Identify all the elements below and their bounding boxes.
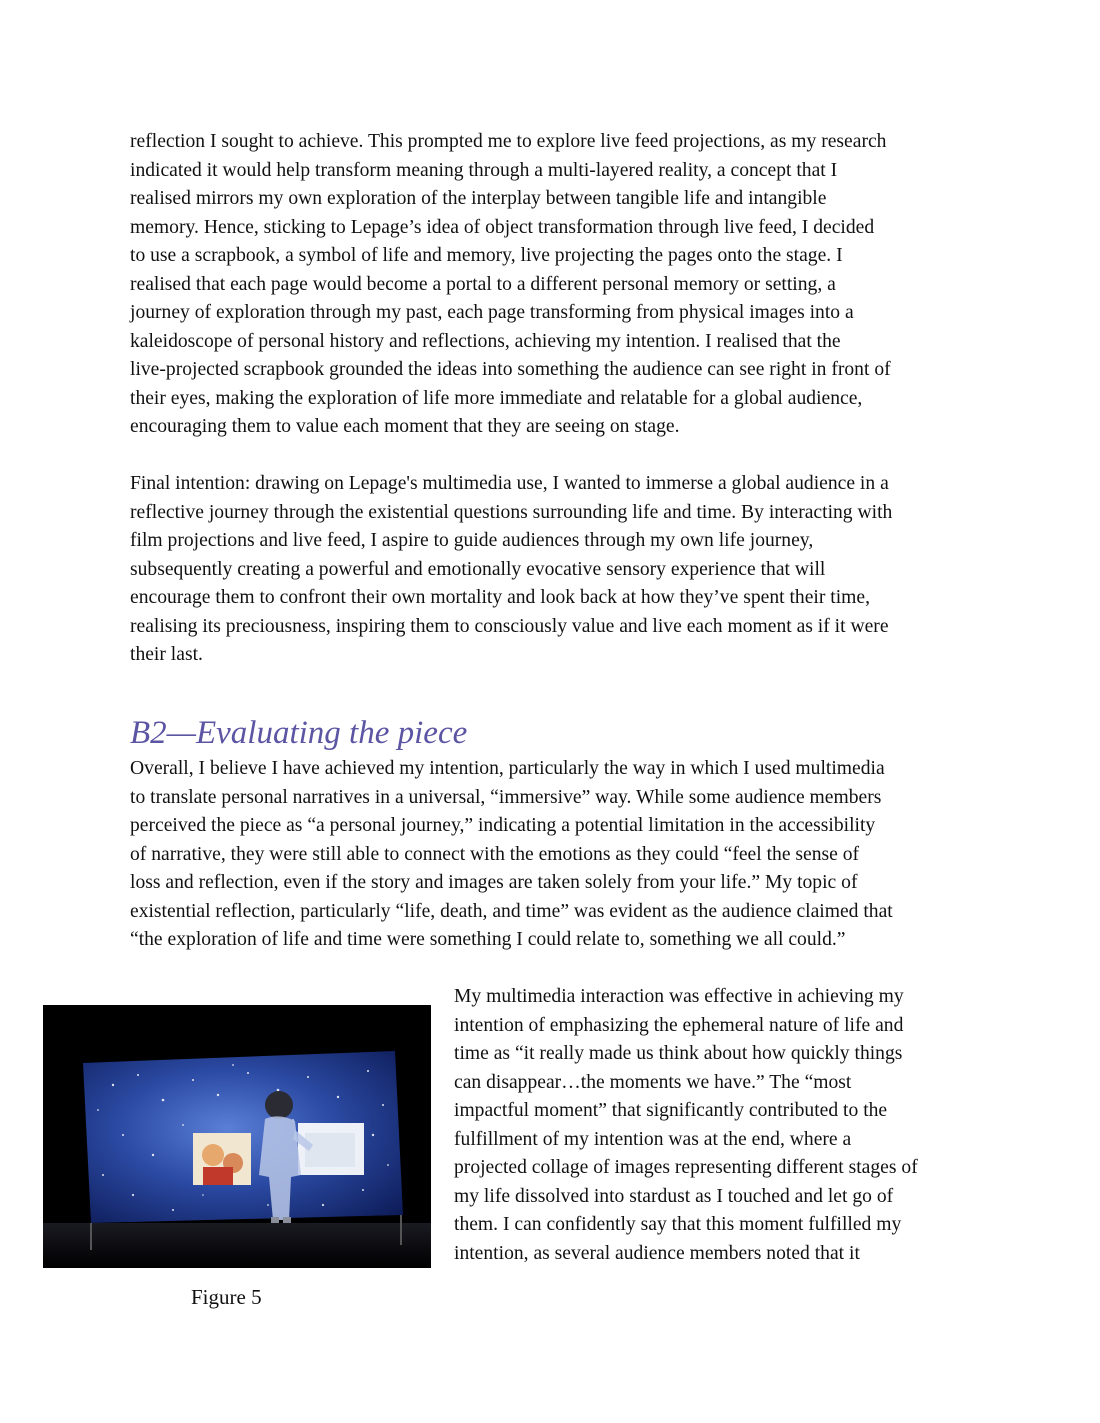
text-line: to translate personal narratives in a universal, “immersive” way. While some audience members: [130, 786, 882, 808]
text-line: to use a scrapbook, a symbol of life and memory, live projecting the pages onto the stage. I: [130, 245, 843, 266]
text-line: reflection I sought to achieve. This prompted me to explore live feed projections, as my research: [130, 131, 887, 152]
text-line: impactful moment” that significantly contributed to the: [454, 1100, 888, 1121]
text-line: reflective journey through the existential questions surrounding life and time. By interacting with: [130, 501, 893, 523]
text-line: Overall, I believe I have achieved my intention, particularly the way in which I used multimedia: [130, 758, 885, 779]
figure-5-photo: [43, 1005, 431, 1268]
text-line: intention, as several audience members noted that it: [454, 1242, 860, 1264]
section-heading: B2—Evaluating the piece: [130, 715, 468, 751]
text-line: Final intention: drawing on Lepage's multimedia use, I wanted to immerse a global audience in a: [130, 473, 889, 494]
text-line: film projections and live feed, I aspire to guide audiences through my own life journey,: [130, 530, 814, 551]
paragraph-evaluation: [130, 755, 893, 955]
text-line: time as “it really made us think about how quickly things: [454, 1043, 903, 1064]
text-line: their last.: [130, 644, 203, 665]
text-line: memory. Hence, sticking to Lepage’s idea of object transformation through live feed, I decided: [130, 216, 875, 238]
text-line: fulfillment of my intention was at the end, where a: [454, 1128, 852, 1150]
text-line: intention of emphasizing the ephemeral nature of life and: [454, 1014, 904, 1036]
stage-projection-image: [43, 1005, 431, 1268]
text-line: encouraging them to value each moment that they are seeing on stage.: [130, 416, 680, 437]
text-line: can disappear…the moments we have.” The “most: [454, 1071, 852, 1093]
text-line: perceived the piece as “a personal journey,” indicating a potential limitation in the accessibility: [130, 815, 876, 836]
text-line: realised that each page would become a portal to a different personal memory or setting, a: [130, 273, 836, 295]
text-line: existential reflection, particularly “life, death, and time” was evident as the audience claimed that: [130, 900, 893, 922]
text-line: “the exploration of life and time were something I could relate to, something we all could.”: [130, 929, 846, 950]
paragraph-final-intention: [130, 470, 892, 670]
text-line: loss and reflection, even if the story and images are taken solely from your life.” My topic of: [130, 872, 858, 893]
text-line: subsequently creating a powerful and emotionally evocative sensory experience that will: [130, 558, 826, 580]
paragraph-scrapbook-projection: [130, 128, 891, 442]
text-line: indicated it would help transform meaning through a multi-layered reality, a concept that I: [130, 159, 838, 181]
text-line: My multimedia interaction was effective in achieving my: [454, 986, 904, 1007]
text-line: their eyes, making the exploration of life more immediate and relatable for a global audience,: [130, 387, 863, 409]
paragraph-multimedia-interaction: [454, 983, 918, 1268]
text-line: realising its preciousness, inspiring them to consciously value and live each moment as if it were: [130, 615, 889, 637]
text-line: live-projected scrapbook grounded the ideas into something the audience can see right in front of: [130, 359, 891, 380]
text-line: encourage them to confront their own mortality and look back at how they’ve spent their time,: [130, 587, 870, 608]
text-line: of narrative, they were still able to connect with the emotions as they could “feel the sense of: [130, 843, 860, 865]
text-line: projected collage of images representing different stages of: [454, 1157, 918, 1178]
text-line: realised mirrors my own exploration of the interplay between tangible life and intangible: [130, 188, 827, 209]
text-line: journey of exploration through my past, each page transforming from physical images into a: [130, 302, 854, 323]
text-line: them. I can confidently say that this moment fulfilled my: [454, 1214, 902, 1235]
text-line: my life dissolved into stardust as I touched and let go of: [454, 1185, 894, 1207]
figure-caption: Figure 5: [191, 1285, 262, 1309]
text-line: kaleidoscope of personal history and reflections, achieving my intention. I realised that the: [130, 330, 841, 352]
